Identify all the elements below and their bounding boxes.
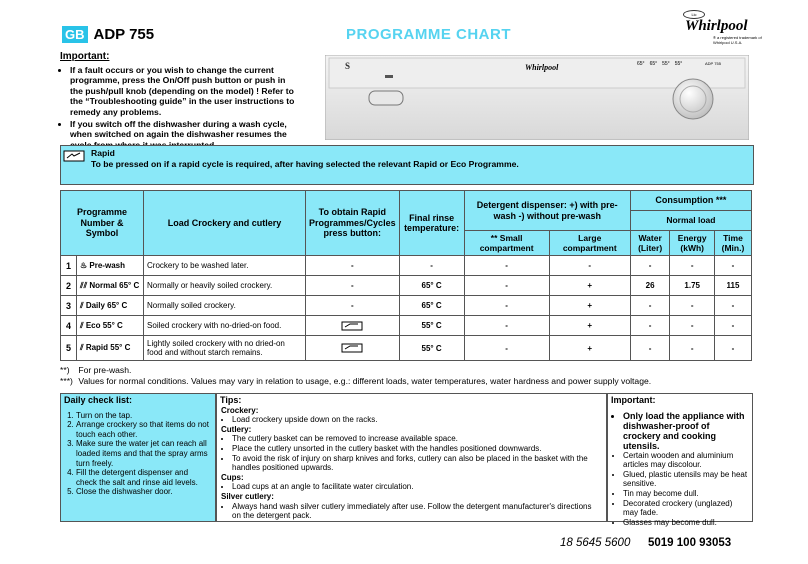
obtain-cell: - (306, 256, 400, 276)
load-cell: Crockery to be washed later. (144, 256, 306, 276)
water-cell: - (630, 316, 670, 336)
list-item: 2. Arrange crockery so that items do not touch each other. (76, 420, 211, 439)
tips-box (216, 393, 607, 522)
small-cell: - (464, 296, 549, 316)
list-item: • Tin may become dull. (623, 489, 748, 499)
small-cell: - (464, 316, 549, 336)
panel-temp: 65° (649, 61, 658, 67)
water-cell: - (630, 296, 670, 316)
time-cell: - (714, 296, 751, 316)
list-item: 3. Make sure the water jet can reach all loaded items and that the spray arms turn freely. (76, 439, 211, 468)
time-cell: - (714, 316, 751, 336)
small-cell: - (464, 256, 549, 276)
obtain-cell (306, 316, 400, 336)
page-title: PROGRAMME CHART (346, 26, 511, 43)
obtain-cell (306, 336, 400, 361)
daily-title: Daily check list: (64, 395, 133, 405)
obtain-cell: - (306, 296, 400, 316)
list-item: • To avoid the risk of injury on sharp knives and forks, cutlery can also be placed in the basket with the handles positioned upwards. (232, 454, 602, 473)
rapid-programme-icon: ⫽ (80, 343, 84, 352)
row-number: 5 (61, 336, 77, 361)
programme-name: Normal 65° C (89, 280, 140, 290)
programme-name: Pre-wash (89, 261, 125, 270)
list-item: • Load crockery upside down on the racks. (232, 415, 602, 425)
col-load: Load Crockery and cutlery (144, 191, 306, 256)
col-small: ** Small compartment (464, 231, 549, 256)
energy-cell: - (670, 296, 714, 316)
col-detergent: Detergent dispenser: +) with pre-wash -) without pre-wash (464, 191, 630, 231)
small-cell: - (464, 336, 549, 361)
col-water: Water (Liter) (630, 231, 670, 256)
list-item: • Load cups at an angle to facilitate water circulation. (232, 482, 602, 492)
energy-cell: - (670, 336, 714, 361)
rinse-cell: 65° C (399, 296, 464, 316)
large-cell: - (549, 256, 630, 276)
col-large: Large compartment (549, 231, 630, 256)
important-bottom-title: Important: (611, 395, 656, 405)
col-programme: Programme Number & Symbol (61, 191, 144, 256)
list-item: • Glued, plastic utensils may be heat sensitive. (623, 470, 748, 489)
important-item: • If you switch off the dishwasher during a wash cycle, when switched on again the dishwasher resumes the (70, 119, 298, 151)
model-number: ADP 755 (93, 26, 155, 43)
list-item: 5. Close the dishwasher door. (76, 487, 211, 497)
tips-silver-heading: Silver cutlery: (221, 491, 274, 501)
list-item: 1. Turn on the tap. (76, 411, 211, 421)
region-badge: GB (62, 26, 88, 43)
barcode-number: 5019 100 93053 (648, 537, 732, 549)
panel-temp: 55° (674, 61, 683, 67)
brand-wordmark: Whirlpool (685, 18, 748, 34)
prewash-icon: ♨ (80, 261, 88, 270)
large-cell: + (549, 276, 630, 296)
rinse-cell: 65° C (399, 276, 464, 296)
list-item: • Certain wooden and aluminium articles may discolour. (623, 451, 748, 470)
important-notice (60, 52, 298, 142)
normal-programme-icon: ⫽⫽ (80, 280, 88, 290)
document-header (62, 26, 154, 43)
list-item: • The cutlery basket can be removed to increase available space. (232, 434, 602, 444)
footnote: **) For pre-wash. (60, 365, 132, 375)
eco-programme-icon: ⫽ (80, 320, 84, 330)
panel-logo: Whirlpool (525, 63, 559, 72)
important-title: Important: (60, 51, 110, 62)
list-item: • Decorated crockery (unglazed) may fade. (623, 499, 748, 518)
panel-temp: 55° (662, 61, 670, 67)
load-cell: Soiled crockery with no-dried-on food. (144, 316, 306, 336)
col-normal-load: Normal load (630, 211, 751, 231)
tips-title: Tips: (220, 395, 242, 405)
daily-check-list (60, 393, 216, 522)
brand-logo (683, 12, 773, 46)
large-cell: + (549, 336, 630, 361)
list-item: • Only load the appliance with dishwasher-proof of crockery and cooking utensils. (623, 411, 748, 451)
small-cell: - (464, 276, 549, 296)
col-time: Time (Min.) (714, 231, 751, 256)
rapid-button-icon (341, 343, 363, 353)
important-box (607, 393, 753, 527)
tips-crockery-heading: Crockery: (221, 405, 259, 415)
row-number: 2 (61, 276, 77, 296)
load-cell: Normally or heavily soiled crockery. (144, 276, 306, 296)
rapid-button-icon (341, 321, 363, 331)
load-cell: Lightly soiled crockery with no dried-on food and without starch remains. (144, 336, 306, 361)
list-item: • Glasses may become dull. (623, 518, 748, 528)
obtain-cell: - (306, 276, 400, 296)
tips-cups-heading: Cups: (221, 472, 244, 482)
list-item: 4. Fill the detergent dispenser and check the salt and rinse aid levels. (76, 468, 211, 487)
rinse-cell: - (399, 256, 464, 276)
energy-cell: 1.75 (670, 276, 714, 296)
time-cell: - (714, 336, 751, 361)
important-item: • If a fault occurs or you wish to change the current programme, press the On/Off push button or push in the push/pull knob (depending on the model) ! Refer to the “Troubleshooting guide” in the user instructions to remedy any problems. (70, 65, 298, 118)
energy-cell: - (670, 316, 714, 336)
rapid-title: Rapid (91, 148, 115, 158)
programme-table (60, 190, 752, 361)
col-obtain: To obtain Rapid Programmes/Cycles press button: (306, 191, 400, 256)
programme-name: Rapid 55° C (85, 343, 131, 352)
list-item: • Always hand wash silver cutlery immediately after use. Follow the detergent manufacturer's directions on the detergent pack. (232, 502, 602, 521)
time-cell: 115 (714, 276, 751, 296)
table-row (61, 336, 752, 361)
rinse-cell: 55° C (399, 336, 464, 361)
energy-cell: - (670, 256, 714, 276)
rapid-button-icon (63, 149, 85, 163)
large-cell: + (549, 316, 630, 336)
programme-name: Eco 55° C (85, 320, 123, 330)
col-energy: Energy (kWh) (670, 231, 714, 256)
water-cell: - (630, 256, 670, 276)
panel-label: ADP 755 (705, 61, 721, 66)
water-cell: - (630, 336, 670, 361)
list-item: • Place the cutlery unsorted in the cutlery basket with the handles positioned downwards. (232, 444, 602, 454)
col-consumption: Consumption *** (630, 191, 751, 211)
table-row (61, 296, 752, 316)
rapid-info-box (60, 145, 754, 185)
water-cell: 26 (630, 276, 670, 296)
svg-text:S: S (345, 61, 351, 71)
lic-badge: Lic (683, 10, 705, 19)
row-number: 3 (61, 296, 77, 316)
programme-name: Daily 65° C (85, 300, 128, 310)
panel-temp: 65° (637, 61, 645, 67)
load-cell: Normally soiled crockery. (144, 296, 306, 316)
rapid-text: To be pressed on if a rapid cycle is required, after having selected the relevant Rapid or Eco Programme. (91, 158, 519, 169)
row-number: 4 (61, 316, 77, 336)
table-row (61, 276, 752, 296)
rinse-cell: 55° C (399, 316, 464, 336)
col-rinse: Final rinse temperature: (399, 191, 464, 256)
part-code: 18 5645 5600 (560, 537, 631, 549)
trademark-note: ® a registered trademark of Whirlpool U.S.A. (713, 35, 762, 45)
control-panel-illustration (325, 55, 749, 140)
daily-programme-icon: ⫽ (80, 300, 84, 310)
panel-temperatures (637, 61, 682, 67)
time-cell: - (714, 256, 751, 276)
footnote: ***) Values for normal conditions. Values may vary in relation to usage, e.g.: different loads, water temperatures, water hardness and power supply voltage. (60, 376, 652, 386)
row-number: 1 (61, 256, 77, 276)
table-row (61, 316, 752, 336)
large-cell: + (549, 296, 630, 316)
table-row (61, 256, 752, 276)
footnotes (60, 365, 651, 387)
tips-cutlery-heading: Cutlery: (221, 424, 252, 434)
